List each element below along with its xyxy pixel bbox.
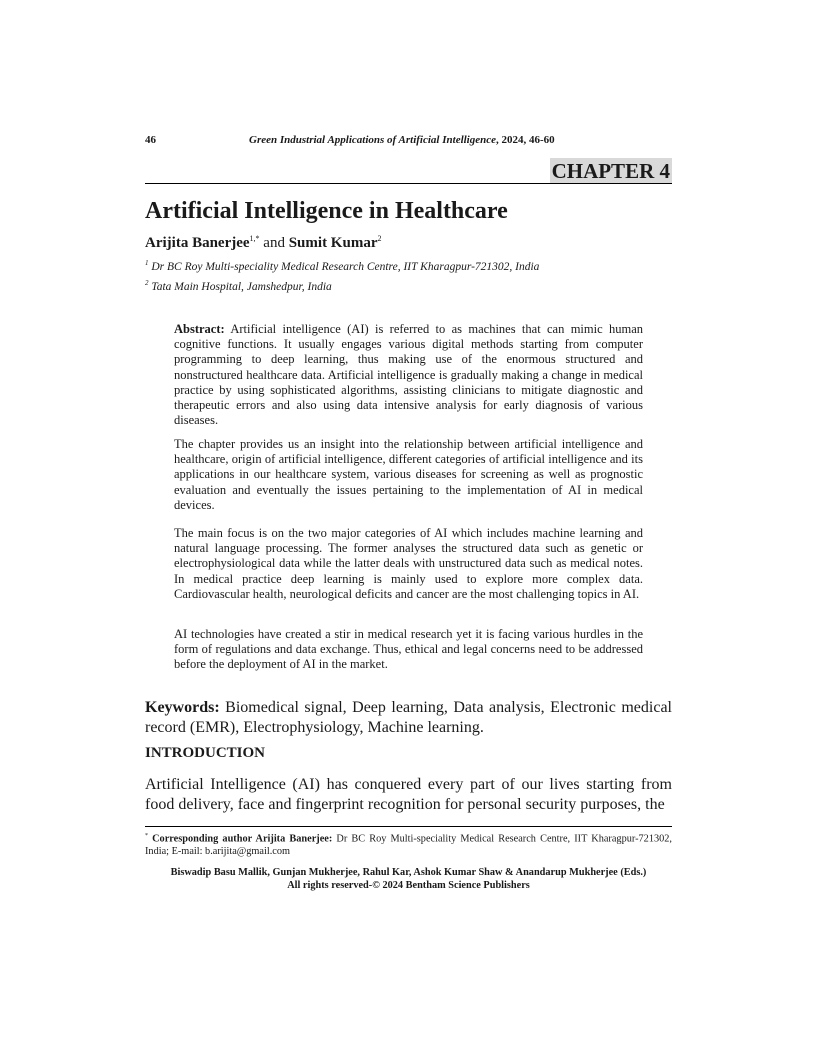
- chapter-label: CHAPTER 4: [551, 159, 670, 183]
- abstract-paragraph: The chapter provides us an insight into the relationship between artificial intelligence and healthcare, origin of artificial intelligence, different categories of artificial intelligence and its applications in our healthcare system, various diseases for screening as well as prognostic evaluation and eventually the issues pertaining to the implementation of AI in medical devices.: [174, 437, 643, 512]
- paper-title: Artificial Intelligence in Healthcare: [145, 198, 508, 224]
- keywords-text: Biomedical signal, Deep learning, Data analysis, Electronic medical record (EMR), Electrophysiology, Machine learning.: [145, 699, 672, 736]
- abstract-text: Artificial intelligence (AI) is referred to as machines that can mimic human cognitive functions. It usually engages various digital methods starting from computer programming to deep learning, thus making use of the enormous structured and nonstructured healthcare data. Artificial intelligence is gradually making a change in medical practice by using sophisticated algorithms, assisting clinicians to mitigate diagnostic and therapeutic errors and also using data intensive analysis for early diagnosis of various diseases.: [174, 322, 643, 428]
- author-joiner: and: [259, 235, 289, 251]
- running-header: [249, 134, 555, 146]
- journal-details: , 2024, 46-60: [496, 134, 555, 146]
- author-superscript: 2: [377, 234, 382, 243]
- author-superscript: 1,*: [249, 234, 260, 243]
- affiliation-text: Dr BC Roy Multi-speciality Medical Research Centre, IIT Kharagpur-721302, India: [151, 260, 540, 273]
- publisher-block: [145, 867, 672, 892]
- page-number: 46: [145, 134, 156, 146]
- keywords-label: Keywords:: [145, 699, 220, 716]
- footnote: [145, 830, 672, 858]
- rights-line: All rights reserved-© 2024 Bentham Science Publishers: [287, 879, 530, 891]
- keywords: [145, 698, 672, 737]
- affiliation-superscript: 2: [145, 279, 149, 287]
- editors-line: Biswadip Basu Mallik, Gunjan Mukherjee, Rahul Kar, Ashok Kumar Shaw & Anandarup Mukherjee (Eds.): [170, 867, 647, 878]
- abstract-label: Abstract:: [174, 322, 225, 336]
- affiliation: [145, 279, 332, 293]
- author-name: Sumit Kumar: [288, 235, 378, 251]
- author-name: Arijita Banerjee: [145, 235, 250, 251]
- body-paragraph: Artificial Intelligence (AI) has conquered every part of our lives starting from food delivery, face and fingerprint recognition for personal security purposes, the: [145, 776, 672, 813]
- affiliation-text: Tata Main Hospital, Jamshedpur, India: [151, 280, 332, 293]
- abstract-paragraph: The main focus is on the two major categories of AI which includes machine learning and natural language processing. The former analyses the structured data such as genetic or electrophysiological data while the latter deals with unstructured data such as medical notes. In medical practice deep learning is mainly used to explore more complex data. Cardiovascular health, neurological deficits and cancer are the most challenging topics in AI.: [174, 526, 643, 601]
- header-divider: [145, 183, 672, 184]
- section-heading: INTRODUCTION: [145, 745, 266, 761]
- abstract-paragraph: AI technologies have created a stir in medical research yet it is facing various hurdles in the form of regulations and data exchange. Thus, ethical and legal concerns need to be addressed before the deployment of AI in the market.: [174, 627, 643, 672]
- footnote-divider: [145, 826, 672, 827]
- footnote-text: Dr BC Roy Multi-speciality Medical Research Centre, IIT Kharagpur-721302, India; E-mail: b.arijita@gmail.com: [145, 833, 672, 857]
- affiliation-superscript: 1: [145, 259, 149, 267]
- affiliation: [145, 259, 539, 273]
- abstract-paragraph: [174, 322, 643, 428]
- footnote-label: Corresponding author Arijita Banerjee:: [152, 833, 333, 845]
- footnote-marker: *: [145, 833, 148, 839]
- journal-title: Green Industrial Applications of Artificial Intelligence: [249, 134, 497, 146]
- author-list: [145, 234, 381, 252]
